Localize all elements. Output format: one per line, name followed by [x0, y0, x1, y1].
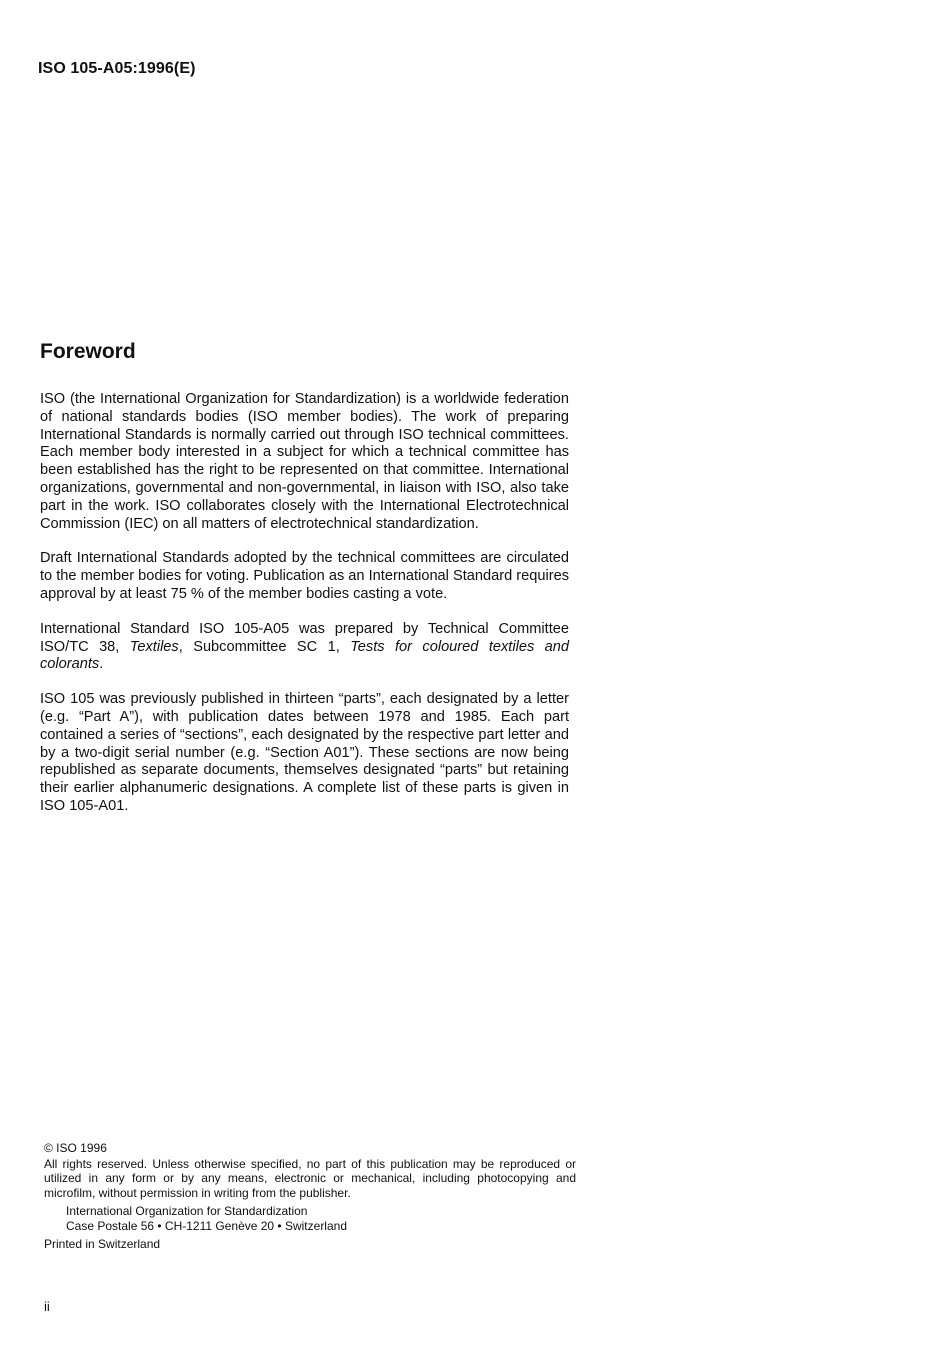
document-id: ISO 105-A05:1996(E) — [38, 60, 196, 77]
paragraph-3-text-b: , Subcommittee SC 1, — [178, 638, 351, 655]
copyright-block — [44, 1141, 576, 1252]
copyright-notice: All rights reserved. Unless otherwise specified, no part of this publication may be reproduced or utilized in any form or by any means, electronic or mechanical, including photocopying and microfilm, without permission in writing from the publisher. — [44, 1156, 576, 1200]
copyright-symbol-line: © ISO 1996 — [44, 1141, 107, 1155]
subcommittee-name-italic: Tests for coloured textiles and colorants — [40, 638, 570, 673]
foreword-paragraph-1: ISO (the International Organization for Standardization) is a worldwide federation of national standards bodies (ISO member bodies). The work of preparing International Standards is normally carried out through ISO technical committees. Each member body interested in a subject for which a technical committee has been established has the right to be represented on that committee. International organizations, governmental and non-governmental, in liaison with ISO, also take part in the work. ISO collaborates closely with the International Electrotechnical Commission (IEC) on all matters of electrotechnical standardization. — [40, 391, 569, 532]
paragraph-3-text-c: . — [99, 656, 104, 673]
foreword-paragraph-2: Draft International Standards adopted by the technical committees are circulated to the member bodies for voting. Publication as an International Standard requires approval by at least 75 % of the member bodies casting a vote. — [40, 550, 569, 602]
foreword-heading: Foreword — [40, 340, 136, 363]
committee-name-italic: Textiles — [129, 638, 179, 655]
foreword-body — [40, 391, 569, 816]
publisher-postal-address: Case Postale 56 • CH-1211 Genève 20 • Switzerland — [66, 1218, 347, 1233]
page-number: ii — [44, 1299, 50, 1314]
printed-in: Printed in Switzerland — [44, 1237, 161, 1251]
publisher-address — [44, 1204, 576, 1233]
foreword-paragraph-4: ISO 105 was previously published in thirteen “parts”, each designated by a letter (e.g. “Part A”), with publication dates between 1978 and 1985. Each part contained a series of “sections”, each designated by the respective part letter and by a two-digit serial number (e.g. “Section A01”). These sections are now being republished as separate documents, themselves designated “parts” but retaining their earlier alphanumeric designations. A complete list of these parts is given in ISO 105-A01. — [40, 691, 569, 814]
paragraph-3-text-a: International Standard ISO 105-A05 was prepared by Technical Committee ISO/TC 38, — [40, 620, 569, 655]
publisher-name: International Organization for Standardization — [66, 1204, 308, 1218]
foreword-paragraph-3 — [40, 621, 569, 674]
